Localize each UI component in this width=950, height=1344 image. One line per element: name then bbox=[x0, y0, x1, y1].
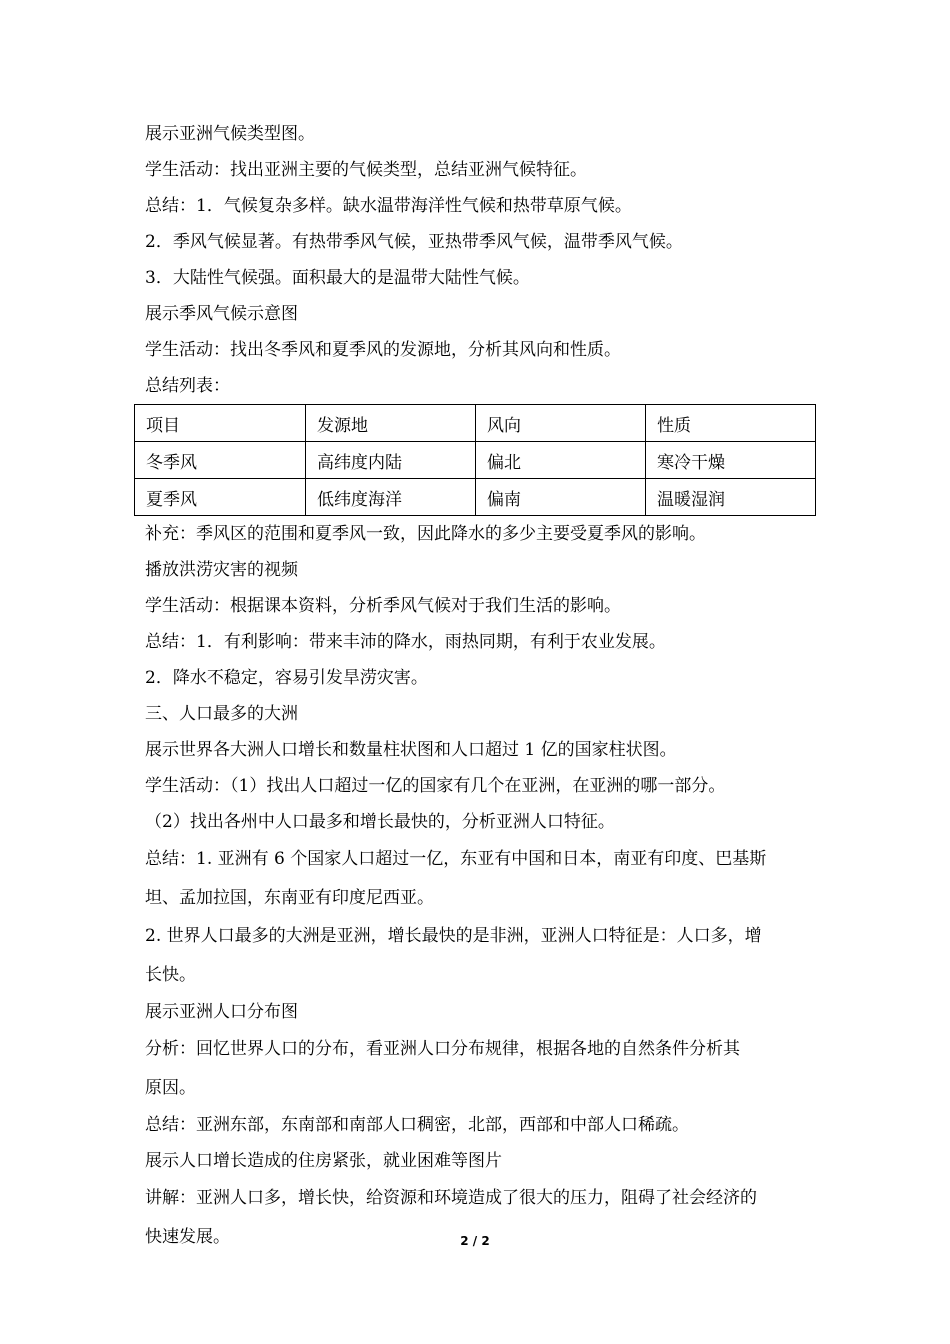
section-heading: 三、人口最多的大洲 bbox=[145, 704, 298, 724]
table-row bbox=[135, 479, 816, 516]
analysis-line: 分析：回忆世界人口的分布，看亚洲人口分布规律，根据各地的自然条件分析其 bbox=[145, 1039, 740, 1059]
table-cell: 夏季风 bbox=[135, 479, 306, 516]
text-line: 学生活动：根据课本资料，分析季风气候对于我们生活的影响。 bbox=[145, 596, 621, 616]
text-line: 总结：亚洲东部，东南部和南部人口稠密，北部，西部和中部人口稀疏。 bbox=[145, 1115, 689, 1135]
text-line: 学生活动：（1）找出人口超过一亿的国家有几个在亚洲，在亚洲的哪一部分。 bbox=[145, 776, 726, 796]
text-line: 展示亚洲气候类型图。 bbox=[145, 124, 315, 144]
text-line: 学生活动：找出亚洲主要的气候类型，总结亚洲气候特征。 bbox=[145, 160, 587, 180]
table-cell: 温暖湿润 bbox=[646, 479, 816, 516]
text-line: 展示季风气候示意图 bbox=[145, 304, 298, 324]
summary-line: 长快。 bbox=[145, 965, 196, 985]
table-cell: 高纬度内陆 bbox=[306, 442, 476, 479]
table-header-cell: 性质 bbox=[646, 405, 816, 442]
text-line: （2）找出各州中人口最多和增长最快的，分析亚洲人口特征。 bbox=[145, 812, 615, 832]
monsoon-table bbox=[134, 404, 816, 516]
analysis-line: 原因。 bbox=[145, 1078, 196, 1098]
document-body bbox=[145, 116, 825, 1256]
text-line: 展示世界各大洲人口增长和数量柱状图和人口超过 1 亿的国家柱状图。 bbox=[145, 740, 677, 760]
table-cell: 偏南 bbox=[476, 479, 646, 516]
summary-line: 坦、孟加拉国，东南亚有印度尼西亚。 bbox=[145, 888, 434, 908]
text-line: 总结：1．气候复杂多样。缺水温带海洋性气候和热带草原气候。 bbox=[145, 196, 632, 216]
text-line: 2．降水不稳定，容易引发旱涝灾害。 bbox=[145, 668, 428, 688]
text-line: 2．季风气候显著。有热带季风气候，亚热带季风气候，温带季风气候。 bbox=[145, 232, 683, 252]
table-header-cell: 发源地 bbox=[306, 405, 476, 442]
text-line: 学生活动：找出冬季风和夏季风的发源地，分析其风向和性质。 bbox=[145, 340, 621, 360]
text-line: 展示亚洲人口分布图 bbox=[145, 1002, 298, 1022]
table-cell: 冬季风 bbox=[135, 442, 306, 479]
table-cell: 低纬度海洋 bbox=[306, 479, 476, 516]
table-row bbox=[135, 442, 816, 479]
table-cell: 偏北 bbox=[476, 442, 646, 479]
text-line: 补充：季风区的范围和夏季风一致，因此降水的多少主要受夏季风的影响。 bbox=[145, 524, 706, 544]
table-header-cell: 项目 bbox=[135, 405, 306, 442]
text-line: 总结列表： bbox=[145, 376, 230, 396]
page-number: 2 / 2 bbox=[460, 1234, 490, 1248]
lecture-line: 快速发展。 bbox=[145, 1227, 230, 1247]
lecture-line: 讲解：亚洲人口多，增长快，给资源和环境造成了很大的压力，阻碍了社会经济的 bbox=[145, 1188, 757, 1208]
table-header-cell: 风向 bbox=[476, 405, 646, 442]
table-header-row bbox=[135, 405, 816, 442]
summary-line: 总结：1. 亚洲有 6 个国家人口超过一亿，东亚有中国和日本，南亚有印度、巴基斯 bbox=[145, 849, 767, 869]
text-line: 3．大陆性气候强。面积最大的是温带大陆性气候。 bbox=[145, 268, 530, 288]
text-line: 播放洪涝灾害的视频 bbox=[145, 560, 298, 580]
table-cell: 寒冷干燥 bbox=[646, 442, 816, 479]
text-line: 总结：1．有利影响：带来丰沛的降水，雨热同期，有利于农业发展。 bbox=[145, 632, 666, 652]
summary-line: 2. 世界人口最多的大洲是亚洲，增长最快的是非洲，亚洲人口特征是：人口多，增 bbox=[145, 926, 762, 946]
text-line: 展示人口增长造成的住房紧张，就业困难等图片 bbox=[145, 1151, 502, 1171]
